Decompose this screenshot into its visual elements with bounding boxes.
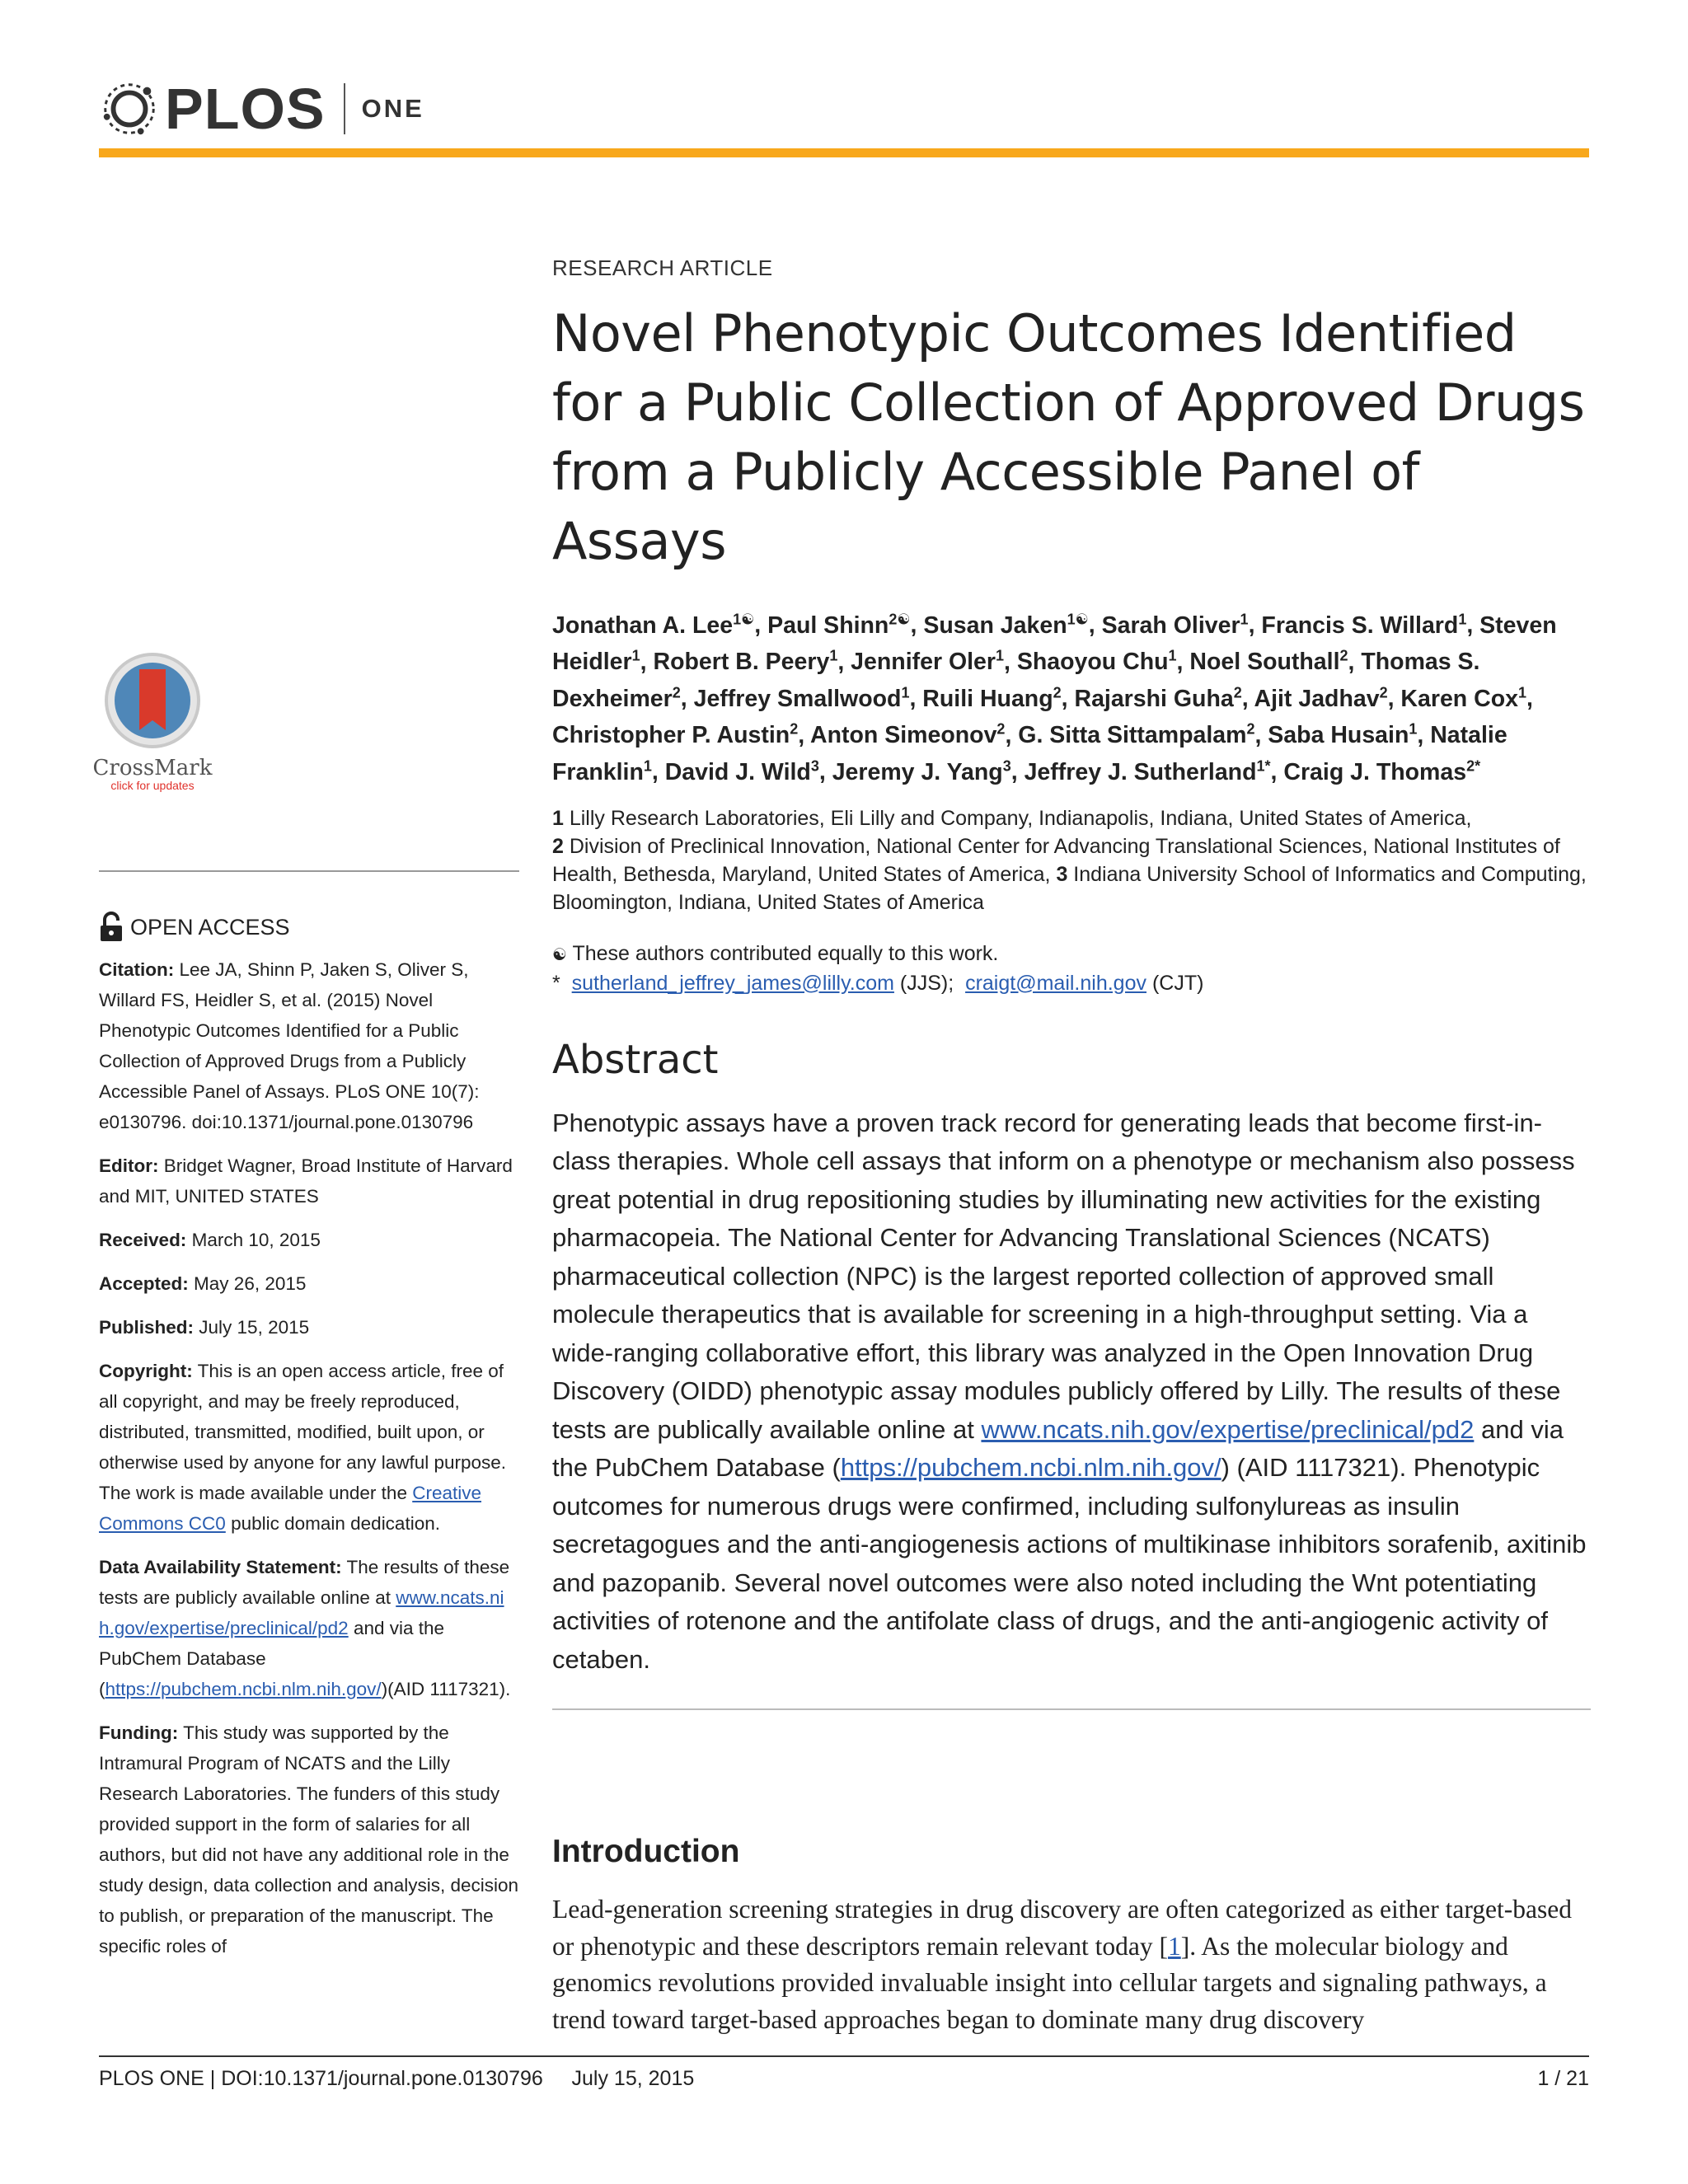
author-name xyxy=(1074,686,1241,712)
abstract-text-part-2: and via the PubChem Database ( xyxy=(552,1414,1564,1482)
page-number: 1 / 21 xyxy=(1537,2067,1589,2090)
author-affiliation-marker: 2☯ xyxy=(889,611,911,627)
author-name-text: Steven Heidler xyxy=(552,612,1557,675)
author-name-text: Jeremy J. Yang xyxy=(832,758,1003,785)
author-affiliation-marker: 2 xyxy=(1339,647,1348,664)
author-name-text: Francis S. Willard xyxy=(1261,612,1459,639)
crossmark-icon xyxy=(103,651,202,750)
received-label: Received: xyxy=(99,1230,187,1250)
accepted-block xyxy=(99,1268,519,1299)
author-name xyxy=(1102,612,1249,639)
accepted-label: Accepted: xyxy=(99,1273,189,1294)
introduction-text-part-1: Lead-generation screening strategies in drug discovery are often categorized as either target-based or phenotypic and these descriptors remain relevant today [ xyxy=(552,1895,1572,1961)
author-name xyxy=(1268,722,1417,748)
author-name xyxy=(1254,686,1388,712)
pubchem-link[interactable]: https://pubchem.ncbi.nlm.nih.gov/ xyxy=(105,1679,382,1699)
author-affiliation-marker: 1 xyxy=(1240,611,1249,627)
published-date: July 15, 2015 xyxy=(199,1317,310,1338)
introduction-text-part-2: ]. As the molecular biology and genomics revolutions provided invaluable insight into cellular targets and signaling pathways, a trend toward target-based approaches began to dominate many drug discovery xyxy=(552,1931,1547,2034)
abstract-divider xyxy=(552,1708,1591,1710)
author-name-text: Rajarshi Guha xyxy=(1074,685,1234,712)
author-name-text: Jeffrey J. Sutherland xyxy=(1024,758,1257,785)
data-availability-text: The results of these tests are publicly available online at xyxy=(99,1557,510,1608)
author-name xyxy=(810,722,1005,748)
author-name-text: Jennifer Oler xyxy=(851,649,996,675)
author-affiliation-marker: 2 xyxy=(1379,684,1388,701)
plos-one-logo[interactable] xyxy=(97,76,424,142)
author-affiliation-marker: 2 xyxy=(1246,720,1255,738)
author-affiliation-marker: 1 xyxy=(643,757,652,774)
copyright-text: This is an open access article, free of all copyright, and may be freely reproduced, distributed, transmitted, modified, built upon, or otherwise used by anyone for any lawful purpose. The work is made available under the xyxy=(99,1361,507,1503)
data-availability-text-2: and via the PubChem Database ( xyxy=(99,1618,445,1699)
footer-citation xyxy=(99,2067,694,2091)
editor-label: Editor: xyxy=(99,1155,159,1176)
open-lock-icon xyxy=(99,912,124,943)
sidebar-divider xyxy=(99,870,519,872)
correspondence-star: * xyxy=(552,971,560,995)
author-affiliation-marker: 2 xyxy=(790,720,799,738)
author-name-text: Susan Jaken xyxy=(923,612,1067,639)
footer-date: July 15, 2015 xyxy=(571,2067,695,2090)
author-name-text: Noel Southall xyxy=(1189,649,1340,675)
author-affiliation-marker: 1* xyxy=(1256,757,1271,774)
author-name xyxy=(552,722,798,748)
article-main xyxy=(552,255,1591,2038)
affiliation-text: Lilly Research Laboratories, Eli Lilly and Company, Indianapolis, Indiana, United States of America, xyxy=(563,806,1472,830)
crossmark-label: CrossMark xyxy=(92,756,213,780)
affiliation-number: 2 xyxy=(552,834,564,858)
author-affiliation-marker: 1 xyxy=(829,647,838,664)
author-affiliation-marker: 3 xyxy=(1002,757,1011,774)
funding-block xyxy=(99,1718,519,1961)
affiliation-number: 3 xyxy=(1056,862,1068,886)
article-title: Novel Phenotypic Outcomes Identified for a Public Collection of Approved Drugs from a Publicly Accessible Panel of Assays xyxy=(552,303,1585,571)
author-affiliation-marker: 1 xyxy=(1458,611,1467,627)
copyright-text-end: public domain dedication. xyxy=(231,1513,440,1534)
journal-name: ONE xyxy=(361,94,424,123)
equal-contribution-text: These authors contributed equally to this work. xyxy=(572,941,999,965)
data-availability-block xyxy=(99,1552,519,1704)
author-name-text: Robert B. Peery xyxy=(653,649,830,675)
author-name xyxy=(1283,759,1480,785)
abstract-text-part-1: Phenotypic assays have a proven track record for generating leads that become first-in-class therapies. Whole cell assays that inform on a phenotype or mechanism also possess great potential in drug repositioning studies by illuminating new activities for the existing pharmacopeia. The National Center for Advancing Translational Sciences (NCATS) pharmaceutical collection (NPC) is the largest reported collection of approved small molecule therapeutics that is available for screening in a high-throughput setting. Via a wide-ranging collaborative effort, this library was analyzed in the Open Innovation Drug Discovery (OIDD) phenotypic assay modules publicly offered by Lilly. The results of these tests are publically available online at xyxy=(552,1108,1575,1444)
editor-text: Bridget Wagner, Broad Institute of Harvard and MIT, UNITED STATES xyxy=(99,1155,513,1207)
author-name-text: Natalie Franklin xyxy=(552,722,1507,785)
author-affiliation-marker: 1 xyxy=(1168,647,1177,664)
open-access-badge xyxy=(99,912,519,943)
author-name-text: Thomas S. Dexheimer xyxy=(552,649,1480,712)
author-name-text: Anton Simeonov xyxy=(810,722,997,748)
author-name-text: G. Sitta Sittampalam xyxy=(1018,722,1247,748)
citation-text: Lee JA, Shinn P, Jaken S, Oliver S, Willard FS, Heidler S, et al. (2015) Novel Phenotypic Outcomes Identified for a Public Collection of Approved Drugs from a Publicly Accessible Panel of Assays. PLoS ONE 10(7): e0130796. doi:10.1371/journal.pone.0130796 xyxy=(99,959,480,1132)
author-name xyxy=(1400,686,1526,712)
author-affiliation-marker: 2 xyxy=(1053,684,1062,701)
author-name xyxy=(653,649,837,675)
email-tag-jjs: (JJS); xyxy=(899,971,954,995)
article-type: RESEARCH ARTICLE xyxy=(552,255,773,280)
author-name-text: David J. Wild xyxy=(664,758,811,785)
author-name-text: Ruili Huang xyxy=(922,685,1053,712)
author-affiliation-marker: 1 xyxy=(1409,720,1418,738)
equal-contribution-icon: ☯ xyxy=(552,945,567,964)
author-affiliation-marker: 1 xyxy=(901,684,910,701)
author-name-text: Christopher P. Austin xyxy=(552,722,790,748)
author-affiliation-marker: 1 xyxy=(1517,684,1526,701)
author-name xyxy=(552,612,754,639)
header-accent-bar xyxy=(99,148,1589,157)
footer-doi: PLOS ONE | DOI:10.1371/journal.pone.0130796 xyxy=(99,2067,543,2090)
abstract-text-part-3: ) (AID 1117321). Phenotypic outcomes for numerous drugs were confirmed, including sulfonylureas as insulin secretagogues and the anti-angiogenesis actions of multikinase inhibitors sorafenib, axitinib and pazopanib. Several novel outcomes were also noted including the Wnt potentiating activities of rotenone and the antifolate class of drugs, and the anti-angiogenic activity of cetaben. xyxy=(552,1453,1587,1674)
correspondence-note xyxy=(552,969,1591,997)
introduction-text xyxy=(552,1891,1591,2038)
crossmark-badge[interactable] xyxy=(91,651,214,792)
affiliation-text: Indiana University School of Informatics and Computing, Bloomington, Indiana, United States of America xyxy=(552,862,1587,914)
ncats-pd2-link[interactable]: www.ncats.nih.gov/expertise/preclinical/pd2 xyxy=(981,1414,1475,1444)
footer-divider xyxy=(99,2055,1589,2057)
pubchem-abstract-link[interactable]: https://pubchem.ncbi.nlm.nih.gov/ xyxy=(840,1453,1221,1482)
plos-logo-mark-icon xyxy=(97,77,162,141)
author-affiliation-marker: 2 xyxy=(672,684,681,701)
author-name xyxy=(694,686,910,712)
author-name xyxy=(1025,759,1271,785)
received-date: March 10, 2015 xyxy=(191,1230,321,1250)
author-name-text: Ajit Jadhav xyxy=(1254,685,1380,712)
open-access-label: OPEN ACCESS xyxy=(130,914,290,940)
equal-contribution-note xyxy=(552,940,1591,969)
author-name-text: Sarah Oliver xyxy=(1101,612,1240,639)
author-name xyxy=(922,686,1061,712)
author-name-text: Craig J. Thomas xyxy=(1283,758,1467,785)
data-availability-text-3: )(AID 1117321). xyxy=(381,1679,511,1699)
author-affiliation-marker: 2 xyxy=(1233,684,1242,701)
citation-block xyxy=(99,954,519,1137)
citation-label: Citation: xyxy=(99,959,175,980)
accepted-date: May 26, 2015 xyxy=(194,1273,307,1294)
author-name xyxy=(665,759,819,785)
author-list: Jonathan A. Lee$^{1☯}$, Paul Shinn$^{2☯}$, Susan Jaken$^{1☯}$, Sarah Oliver$^1$, Francis S. Willard$^1$, Steven Heidler$^1$, Robert B. Peery$^1$, Jennifer Oler$^1$, Shaoyou Chu$^1$, Noel Southall$^2$, Thomas S. Dexheimer$^2$, Jeffrey Smallwood$^1$, Ruili Huang$^2$, Rajarshi Guha$^2$, Ajit Jadhav$^2$, Karen Cox$^1$, Christopher P. Austin$^2$, Anton Simeonov$^2$, G. Sitta Sittampalam$^2$, Saba Husain$^1$, Natalie Franklin$^1$, David J. Wild$^3$, Jeremy J. Yang$^3$, Jeffrey J. Sutherland$^{1*}$, Craig J. Thomas$^{2*}$ xyxy=(552,611,1557,785)
copyright-block xyxy=(99,1356,519,1539)
author-name-text: Jeffrey Smallwood xyxy=(693,685,902,712)
author-name-text: Karen Cox xyxy=(1400,685,1518,712)
data-availability-label: Data Availability Statement: xyxy=(99,1557,342,1577)
abstract-text xyxy=(552,1104,1591,1680)
author-name-text: Jonathan A. Lee xyxy=(552,612,734,639)
author-name xyxy=(923,612,1088,639)
author-affiliation-marker: 2* xyxy=(1466,757,1481,774)
logo-divider xyxy=(344,83,345,134)
author-name xyxy=(1189,649,1348,675)
logo-wordmark: PLOS xyxy=(165,77,326,141)
abstract-heading: Abstract xyxy=(552,1036,719,1083)
email-tag-cjt: (CJT) xyxy=(1151,971,1204,995)
author-name-text: Shaoyou Chu xyxy=(1016,649,1169,675)
author-name xyxy=(1018,722,1254,748)
reference-link-1[interactable]: 1 xyxy=(1168,1931,1181,1961)
author-name xyxy=(767,612,910,639)
author-name xyxy=(851,649,1004,675)
introduction-heading: Introduction xyxy=(552,1834,740,1869)
author-name xyxy=(1017,649,1177,675)
copyright-label: Copyright: xyxy=(99,1361,193,1381)
article-info-sidebar xyxy=(99,912,519,1975)
affiliation-number: 1 xyxy=(552,806,564,830)
affiliation-text: Division of Preclinical Innovation, National Center for Advancing Translational Sciences, National Institutes of Health, Bethesda, Maryland, United States of America, xyxy=(552,834,1560,886)
author-name xyxy=(832,759,1011,785)
editor-block xyxy=(99,1151,519,1212)
affiliations xyxy=(552,804,1591,916)
author-name-text: Paul Shinn xyxy=(767,612,889,639)
author-affiliation-marker: 1☯ xyxy=(733,611,755,627)
email-link-cjt[interactable]: craigt@mail.nih.gov xyxy=(965,971,1146,995)
crossmark-sublabel: click for updates xyxy=(110,779,195,792)
ncats-link[interactable]: www.ncats.nih.gov/expertise/preclinical/pd2 xyxy=(99,1587,504,1638)
funding-label: Funding: xyxy=(99,1722,179,1743)
funding-text: This study was supported by the Intramural Program of NCATS and the Lilly Research Laboratories. The funders of this study provided support in the form of salaries for all authors, but did not have any additional role in the study design, data collection and analysis, decision to publish, or preparation of the manuscript. The specific roles of xyxy=(99,1722,519,1957)
author-affiliation-marker: 2 xyxy=(996,720,1006,738)
cc0-license-link[interactable]: Creative Commons CC0 xyxy=(99,1483,482,1534)
author-notes xyxy=(552,940,1591,997)
received-block xyxy=(99,1225,519,1255)
author-affiliation-marker: 1 xyxy=(996,647,1005,664)
author-affiliation-marker: 1 xyxy=(631,647,640,664)
author-name xyxy=(1261,612,1466,639)
author-name-text: Saba Husain xyxy=(1268,722,1409,748)
author-affiliation-marker: 1☯ xyxy=(1067,611,1089,627)
published-block xyxy=(99,1312,519,1343)
email-link-jjs[interactable]: sutherland_jeffrey_james@lilly.com xyxy=(571,971,894,995)
author-affiliation-marker: 3 xyxy=(810,757,819,774)
published-label: Published: xyxy=(99,1317,195,1338)
